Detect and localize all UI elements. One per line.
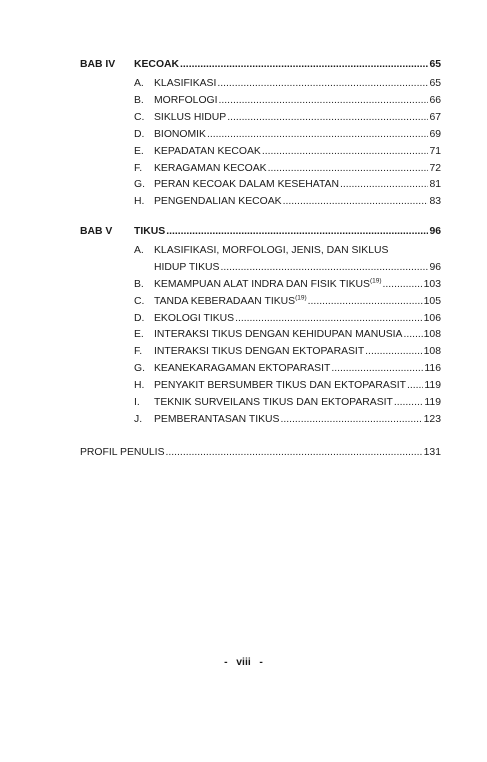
dot-leader [235,312,423,326]
toc-entry [80,379,441,393]
page-ref: 96 [429,262,441,273]
entry-title: KEPADATAN KECOAK [154,146,261,157]
entry-line [154,312,441,326]
entry-letter: G. [134,179,145,190]
page-number-text: - viii - [224,657,263,668]
entry-letter: C. [134,296,145,307]
entry-title [154,295,307,309]
entry-letter: D. [134,129,145,140]
toc-entry [80,413,441,427]
toc-entry-continuation [80,261,441,275]
entry-line [154,162,441,176]
page-ref: 108 [423,346,441,357]
entry-letter: F. [134,163,143,174]
entry-title: TEKNIK SURVEILANS TIKUS DAN EKTOPARASIT [154,397,393,408]
entry-title-line1: KLASIFIKASI, MORFOLOGI, JENIS, DAN SIKLUS [154,245,389,256]
page-ref: 81 [429,179,441,190]
entry-title-line2: HIDUP TIKUS [154,262,220,273]
dot-leader [403,328,422,342]
entry-letter: F. [134,346,143,357]
entry-letter: A. [134,78,144,89]
dot-leader [407,379,423,393]
chapter-row-bab-v [80,225,441,239]
dot-leader [280,413,422,427]
entry-line [154,77,441,91]
entry-line [154,413,441,427]
page-ref: 66 [429,95,441,106]
chapter-title: KECOAK [134,59,180,70]
dot-leader [268,162,429,176]
page-ref: 83 [429,196,441,207]
toc-entry [80,312,441,326]
toc-entry [80,94,441,108]
entry-line [154,178,441,192]
dot-leader [308,295,423,309]
entry-title-text: KEMAMPUAN ALAT INDRA DAN FISIK TIKUS [154,279,370,290]
entry-line [154,295,441,309]
entry-title: SIKLUS HIDUP [154,112,227,123]
entry-line [154,261,441,275]
dot-leader [166,225,428,239]
dot-leader [219,94,429,108]
page-ref: 65 [429,78,441,89]
entry-title: PERAN KECOAK DALAM KESEHATAN [154,179,339,190]
entry-letter: C. [134,112,145,123]
entry-letter: J. [134,414,143,425]
entry-line [154,111,441,125]
entry-line [154,278,441,292]
entry-letter: B. [134,279,144,290]
entry-title: INTERAKSI TIKUS DENGAN EKTOPARASIT [154,346,365,357]
dot-leader [227,111,428,125]
page-ref: 108 [423,329,441,340]
dot-leader [365,345,422,359]
toc-entry [80,295,441,309]
entry-line [154,396,441,410]
toc-entry [80,178,441,192]
toc-entry [80,345,441,359]
dot-leader [166,446,423,460]
entry-title: PEMBERANTASAN TIKUS [154,414,280,425]
page-ref: 105 [423,296,441,307]
entry-line [80,446,441,460]
entry-line [154,94,441,108]
page-ref: 67 [429,112,441,123]
entry-title [154,278,382,292]
page-ref: 96 [429,226,441,237]
page-ref: 131 [423,447,441,458]
chapter-title-line [134,58,441,72]
entry-title-text: TANDA KEBERADAAN TIKUS [154,296,296,307]
page-ref: 116 [424,363,441,374]
toc-entry [80,128,441,142]
page-ref: 71 [429,146,441,157]
dot-leader [340,178,428,192]
toc-entry [80,77,441,91]
entry-line [154,328,441,342]
page-ref: 69 [429,129,441,140]
entry-title: KERAGAMAN KECOAK [154,163,267,174]
entry-line [154,195,441,209]
entry-line [154,128,441,142]
entry-line [154,145,441,159]
entry-letter: H. [134,380,145,391]
toc-entry [80,195,441,209]
chapter-label: BAB V [80,226,113,237]
entry-letter: E. [134,329,144,340]
entry-letter: I. [134,397,140,408]
chapter-title-line [134,225,441,239]
toc-entry [80,111,441,125]
dot-leader [383,278,423,292]
entry-letter: D. [134,313,145,324]
page-ref: 103 [423,279,441,290]
entry-title: MORFOLOGI [154,95,218,106]
toc-entry [80,145,441,159]
entry-letter: H. [134,196,145,207]
toc-entry [80,244,441,258]
page-ref: 119 [424,380,441,391]
toc-entry [80,396,441,410]
entry-letter: G. [134,363,145,374]
profile-row [80,446,441,460]
page-ref: 72 [429,163,441,174]
dot-leader [331,362,423,376]
dot-leader [283,195,429,209]
page-ref: 119 [424,397,441,408]
footnote-ref: (19) [369,278,382,285]
chapter-title: TIKUS [134,226,166,237]
toc-entry [80,362,441,376]
dot-leader [207,128,428,142]
dot-leader [262,145,429,159]
entry-line [154,379,441,393]
page-number [0,657,487,668]
profile-title: PROFIL PENULIS [80,447,165,458]
page-ref: 106 [423,313,441,324]
entry-title: BIONOMIK [154,129,206,140]
entry-line [154,345,441,359]
entry-title: INTERAKSI TIKUS DENGAN KEHIDUPAN MANUSIA [154,329,403,340]
entry-title: PENGENDALIAN KECOAK [154,196,282,207]
page-ref: 123 [423,414,441,425]
toc-entry [80,328,441,342]
dot-leader [180,58,428,72]
chapter-label: BAB IV [80,59,116,70]
entry-title: KEANEKARAGAMAN EKTOPARASIT [154,363,331,374]
footnote-ref: (19) [295,295,307,302]
entry-title: EKOLOGI TIKUS [154,313,235,324]
entry-letter: B. [134,95,144,106]
dot-leader [220,261,428,275]
toc-entry [80,162,441,176]
entry-letter: E. [134,146,144,157]
dot-leader [394,396,424,410]
page-ref: 65 [429,59,441,70]
entry-line [154,362,441,376]
chapter-row-bab-iv [80,58,441,72]
toc-entry [80,278,441,292]
dot-leader [217,77,428,91]
entry-title: PENYAKIT BERSUMBER TIKUS DAN EKTOPARASIT [154,380,406,391]
entry-letter: A. [134,245,144,256]
entry-title: KLASIFIKASI [154,78,217,89]
